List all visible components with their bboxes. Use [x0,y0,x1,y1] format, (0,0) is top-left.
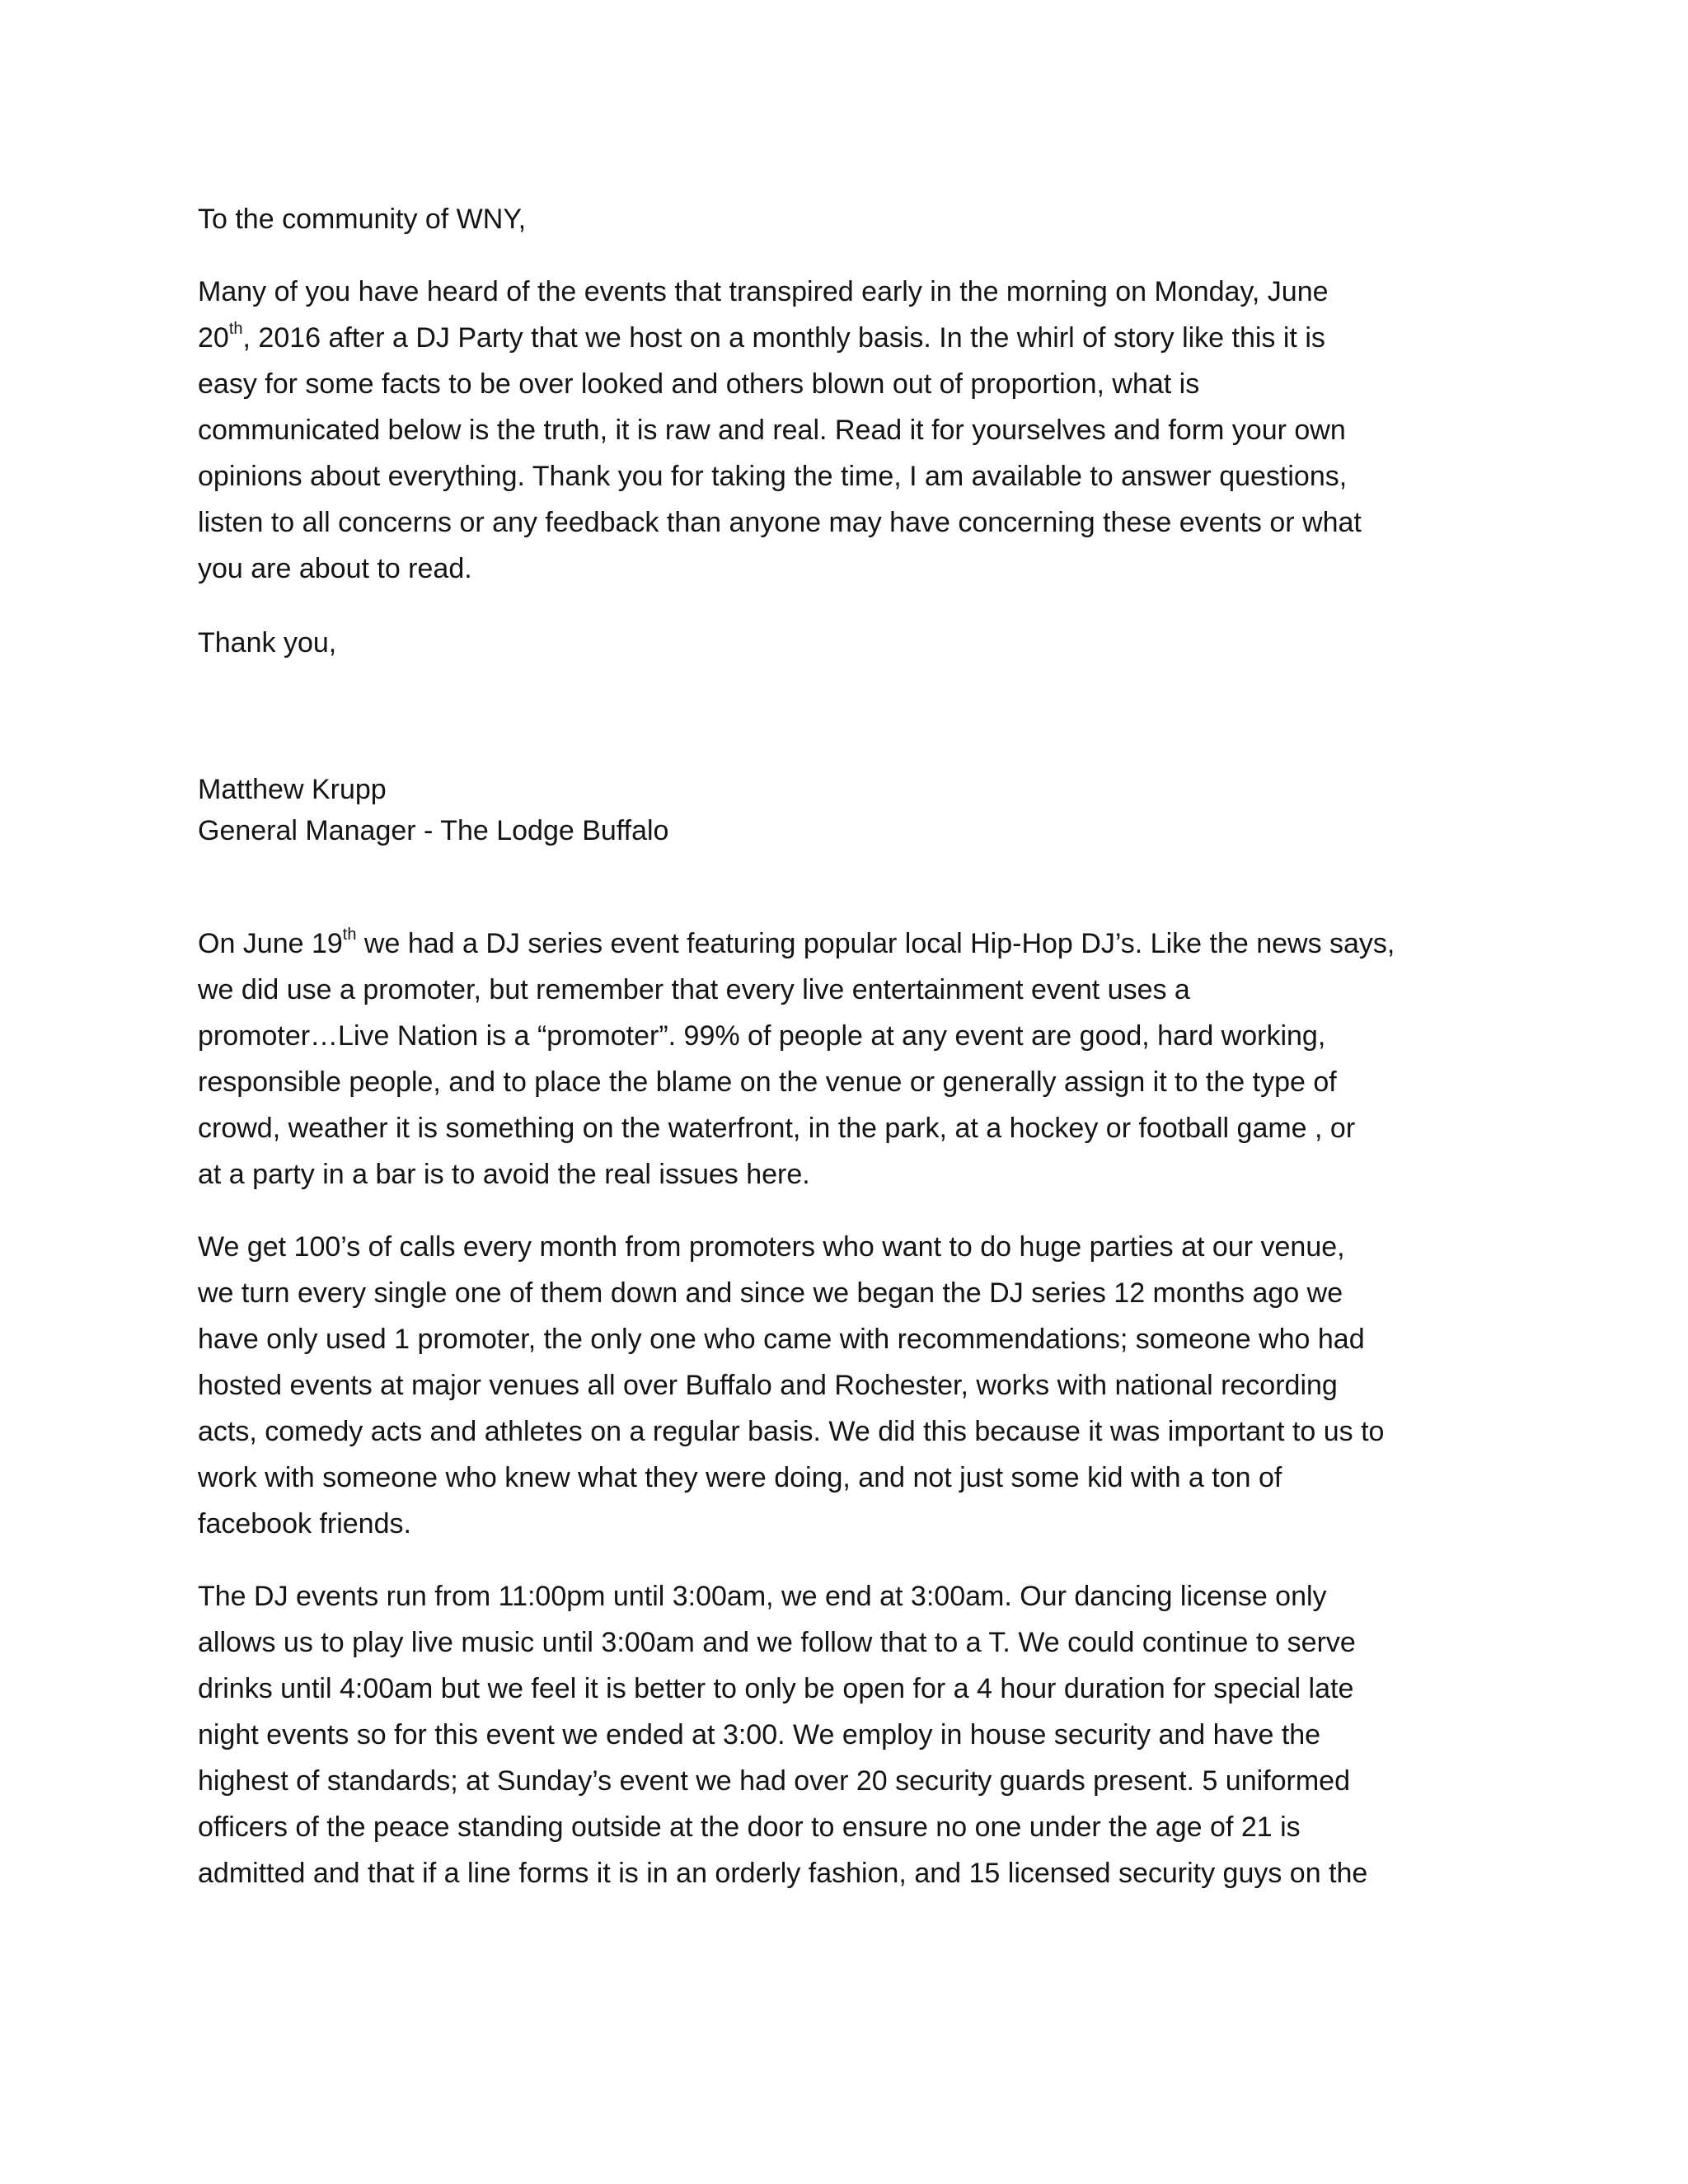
intro-paragraph [198,269,1500,592]
paragraph-line: at a party in a bar is to avoid the real issues here. [198,1159,810,1190]
intro-line: you are about to read. [198,553,472,584]
intro-line-rest: , 2016 after a DJ Party that we host on a monthly basis. In the whirl of story like this it is [242,322,1325,354]
paragraph-line: have only used 1 promoter, the only one who came with recommendations; someone who had [198,1324,1365,1355]
paragraph-line: We get 100’s of calls every month from promoters who want to do huge parties at our venue, [198,1231,1345,1263]
paragraph-line: night events so for this event we ended at 3:00. We employ in house security and have the [198,1719,1321,1750]
paragraph-line: hosted events at major venues all over Buffalo and Rochester, works with national recording [198,1370,1338,1401]
paragraph-line: drinks until 4:00am but we feel it is better to only be open for a 4 hour duration for special late [198,1673,1354,1704]
greeting-line: To the community of WNY, [198,204,527,235]
signature-block [198,769,1500,851]
paragraph-line: responsible people, and to place the blame on the venue or generally assign it to the type of [198,1066,1337,1098]
ordinal-suffix: th [342,926,357,944]
paragraph-line: highest of standards; at Sunday’s event we had over 20 security guards present. 5 uniformed [198,1765,1350,1797]
greeting [198,196,1500,242]
paragraph-line: The DJ events run from 11:00pm until 3:00am, we end at 3:00am. Our dancing license only [198,1581,1327,1612]
paragraph-line: work with someone who knew what they were doing, and not just some kid with a ton of [198,1462,1282,1493]
paragraph-line: officers of the peace standing outside at the door to ensure no one under the age of 21 is [198,1811,1301,1843]
signature-title: General Manager - The Lodge Buffalo [198,815,669,846]
paragraph-line: admitted and that if a line forms it is in an orderly fashion, and 15 licensed security guys on the [198,1858,1368,1889]
ordinal-suffix: th [228,320,243,338]
closing-line: Thank you, [198,627,337,658]
paragraph-line: allows us to play live music until 3:00am and we follow that to a T. We could continue to serve [198,1627,1356,1658]
paragraph-line: we turn every single one of them down and since we began the DJ series 12 months ago we [198,1277,1343,1309]
paragraph-line-rest: we had a DJ series event featuring popular local Hip-Hop DJ’s. Like the news says, [356,928,1395,959]
paragraph-line-start: On June 19 [198,928,343,959]
body-paragraph-1 [198,921,1500,1197]
intro-line: opinions about everything. Thank you for taking the time, I am available to answer questions, [198,461,1348,492]
signature-name: Matthew Krupp [198,774,387,805]
paragraph-line: acts, comedy acts and athletes on a regular basis. We did this because it was important to us to [198,1416,1385,1447]
paragraph-line: we did use a promoter, but remember that every live entertainment event uses a [198,974,1190,1005]
date-day: 20 [198,322,229,354]
closing [198,620,1500,666]
intro-line: Many of you have heard of the events that transpired early in the morning on Monday, June [198,276,1329,307]
intro-line [198,315,1500,361]
paragraph-line: crowd, weather it is something on the waterfront, in the park, at a hockey or football game , or [198,1113,1356,1144]
paragraph-line: facebook friends. [198,1508,411,1540]
intro-line: communicated below is the truth, it is raw and real. Read it for yourselves and form your own [198,415,1346,446]
body-paragraph-2 [198,1224,1500,1547]
intro-line: easy for some facts to be over looked and others blown out of proportion, what is [198,368,1200,400]
paragraph-line [198,921,1500,967]
intro-line: listen to all concerns or any feedback than anyone may have concerning these events or what [198,507,1362,538]
body-paragraph-3 [198,1573,1500,1896]
paragraph-line: promoter…Live Nation is a “promoter”. 99% of people at any event are good, hard working, [198,1020,1326,1052]
